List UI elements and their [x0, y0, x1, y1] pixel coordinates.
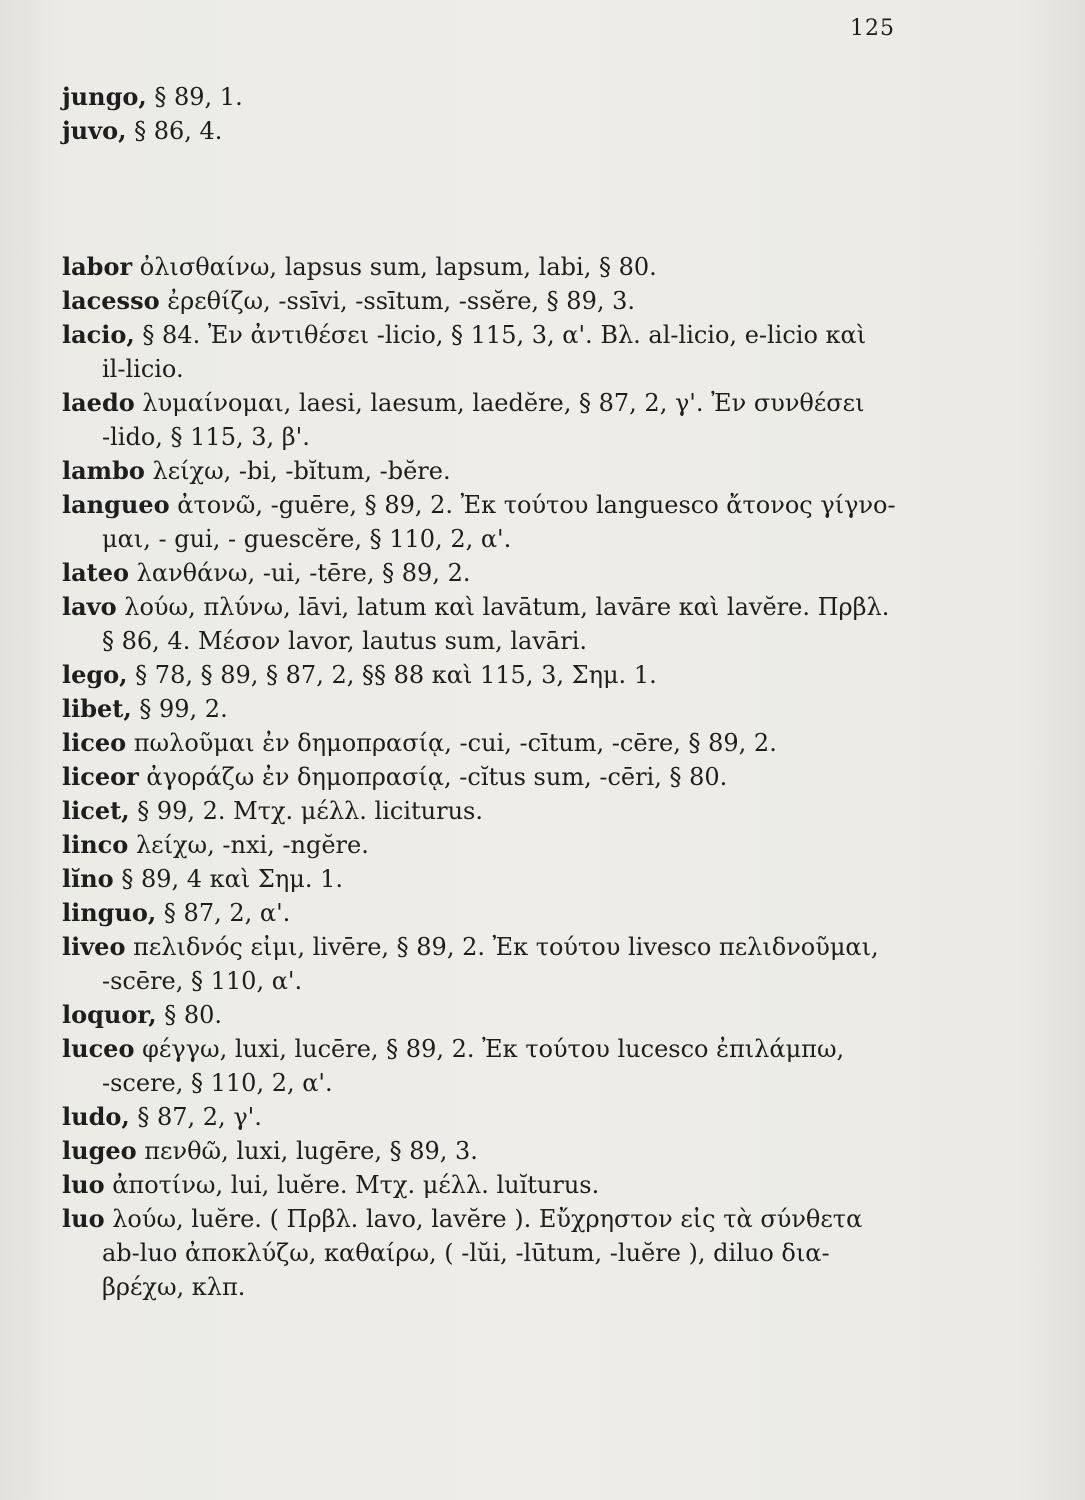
headword: luceo	[62, 1034, 135, 1063]
entry	[62, 1202, 922, 1304]
entry	[62, 828, 922, 862]
headword: luo	[62, 1204, 105, 1233]
headword: liceor	[62, 762, 139, 791]
headword: juvo,	[62, 116, 127, 145]
entry-text: § 99, 2. Μτχ. μέλλ. liciturus.	[137, 797, 483, 825]
entry-text: λανθάνω, -ui, -tēre, § 89, 2.	[136, 559, 471, 587]
entry	[62, 488, 922, 556]
entry-text: ἀποτίνω, lui, luĕre. Μτχ. μέλλ. luĭturus.	[112, 1171, 600, 1199]
entry-text: λείχω, -nxi, -ngĕre.	[135, 831, 369, 859]
headword: lambo	[62, 456, 145, 485]
entry	[62, 1032, 922, 1100]
entry-continuation: βρέχω, κλπ.	[102, 1273, 246, 1301]
entry-text: λυμαίνομαι, laesi, laesum, laedĕre, § 87, 2, γ'. Ἐν συνθέσει	[142, 389, 865, 417]
entry-text: λούω, πλύνω, lāvi, latum καὶ lavātum, lavāre καὶ lavĕre. Πρβλ.	[124, 593, 890, 621]
entry	[62, 250, 922, 284]
entry	[62, 1100, 922, 1134]
headword: libet,	[62, 694, 132, 723]
headword: lĭno	[62, 864, 114, 893]
entry-text: ἀτονῶ, -guēre, § 89, 2. Ἐκ τούτου languesco ἄτονος γίγνο-	[177, 491, 896, 519]
entry	[62, 1168, 922, 1202]
entry-text: § 89, 1.	[154, 83, 243, 111]
entry-text: πελιδνός εἰμι, livēre, § 89, 2. Ἐκ τούτου livesco πελιδνοῦμαι,	[133, 933, 879, 961]
entry	[62, 556, 922, 590]
entry-text: § 87, 2, α'.	[163, 899, 291, 927]
entry-text: § 89, 4 καὶ Σημ. 1.	[121, 865, 344, 893]
entry-text: § 84. Ἐν ἀντιθέσει -licio, § 115, 3, α'. Βλ. al-licio, e-licio καὶ	[142, 321, 867, 349]
entry-continuation: -lido, § 115, 3, β'.	[102, 423, 310, 451]
entry-continuation: -scēre, § 110, α'.	[102, 967, 303, 995]
entry-continuation: il-licio.	[102, 355, 184, 383]
entry-text: φέγγω, luxi, lucēre, § 89, 2. Ἐκ τούτου lucesco ἐπιλάμπω,	[142, 1035, 845, 1063]
entry-text: § 80.	[164, 1001, 223, 1029]
entry-text: § 87, 2, γ'.	[137, 1103, 262, 1131]
entry	[62, 896, 922, 930]
entry-text: λούω, luĕre. ( Πρβλ. lavo, lavĕre ). Εὔχρηστον εἰς τὰ σύνθετα	[112, 1205, 863, 1233]
entry	[62, 998, 922, 1032]
entry-continuation: μαι, - gui, - guescĕre, § 110, 2, α'.	[102, 525, 512, 553]
headword: liveo	[62, 932, 126, 961]
headword: jungo,	[62, 82, 147, 111]
headword: lacesso	[62, 286, 160, 315]
headword: linguo,	[62, 898, 157, 927]
headword: luo	[62, 1170, 105, 1199]
headword: linco	[62, 830, 129, 859]
entry	[62, 930, 922, 998]
entry-text: ἐρεθίζω, -ssīvi, -ssītum, -ssĕre, § 89, 3.	[167, 287, 635, 315]
entry	[62, 760, 922, 794]
entry	[62, 726, 922, 760]
entry	[62, 590, 922, 658]
headword: loquor,	[62, 1000, 157, 1029]
entry-text: πενθῶ, luxi, lugēre, § 89, 3.	[144, 1137, 478, 1165]
entry-text: § 86, 4.	[134, 117, 223, 145]
entry-text: ὀλισθαίνω, lapsus sum, lapsum, labi, § 80.	[139, 253, 657, 281]
page-number: 125	[850, 16, 895, 41]
headword: langueo	[62, 490, 170, 519]
entry	[62, 658, 922, 692]
entry	[62, 80, 922, 114]
headword: liceo	[62, 728, 127, 757]
entry-text: πωλοῦμαι ἐν δημοπρασίᾳ, -cui, -cītum, -cēre, § 89, 2.	[133, 729, 777, 757]
entry	[62, 318, 922, 386]
entry	[62, 1134, 922, 1168]
entry	[62, 284, 922, 318]
entry-text: § 99, 2.	[139, 695, 228, 723]
headword: lateo	[62, 558, 130, 587]
headword: lacio,	[62, 320, 135, 349]
headword: lego,	[62, 660, 128, 689]
entry-text: λείχω, -bi, -bĭtum, -bĕre.	[152, 457, 451, 485]
entry-continuation: -scere, § 110, 2, α'.	[102, 1069, 333, 1097]
entry	[62, 114, 922, 148]
entry	[62, 454, 922, 488]
entry-continuation: ab-luo ἀποκλύζω, καθαίρω, ( -lŭi, -lūtum, -luĕre ), diluo δια-	[102, 1239, 830, 1267]
headword: ludo,	[62, 1102, 130, 1131]
headword: labor	[62, 252, 133, 281]
headword: licet,	[62, 796, 130, 825]
entry-continuation: § 86, 4. Μέσον lavor, lautus sum, lavāri.	[102, 627, 588, 655]
entry	[62, 862, 922, 896]
entry	[62, 794, 922, 828]
entry-text: ἀγοράζω ἐν δημοπρασίᾳ, -cĭtus sum, -cēri, § 80.	[146, 763, 728, 791]
headword: lugeo	[62, 1136, 137, 1165]
entry	[62, 386, 922, 454]
headword: lavo	[62, 592, 117, 621]
headword: laedo	[62, 388, 135, 417]
entry-text: § 78, § 89, § 87, 2, §§ 88 καὶ 115, 3, Σημ. 1.	[135, 661, 657, 689]
entry	[62, 692, 922, 726]
